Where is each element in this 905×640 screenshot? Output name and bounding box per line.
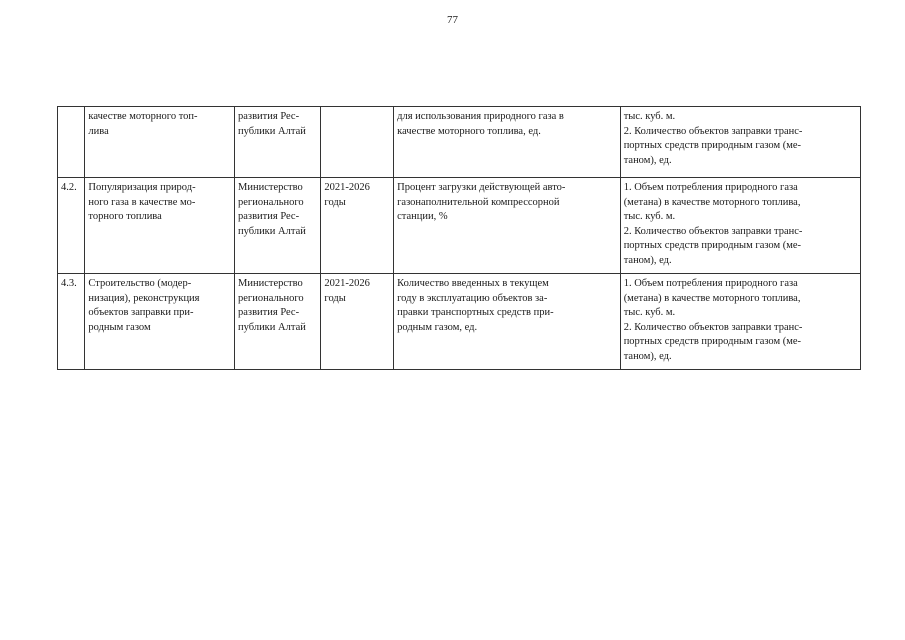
cell-line: регионального xyxy=(238,196,304,208)
cell-measure-name xyxy=(85,178,235,274)
cell-line: тыс. куб. м. xyxy=(623,211,676,222)
cell-line: портных средств природным газом (ме- xyxy=(623,240,802,251)
cell-result xyxy=(620,274,860,370)
cell-line: публики Алтай xyxy=(238,321,306,333)
cell-line: объектов заправки при- xyxy=(88,307,194,318)
cell-indicator xyxy=(394,107,621,178)
cell-line: таном), ед. xyxy=(623,154,672,166)
cell-line: 1. Объем потребления природного газа xyxy=(623,182,798,193)
cell-line: 2. Количество объектов заправки транс- xyxy=(623,125,803,137)
cell-line: 2. Количество объектов заправки транс- xyxy=(623,321,803,333)
cell-term xyxy=(321,178,394,274)
cell-measure-name xyxy=(85,107,235,178)
cell-line: качестве моторного топ- xyxy=(88,111,198,122)
cell-number: 4.2. xyxy=(58,178,85,274)
cell-line: торного топлива xyxy=(88,211,162,222)
cell-line: развития Рес- xyxy=(238,307,300,318)
cell-line: (метана) в качестве моторного топлива, xyxy=(623,292,801,304)
cell-line: станции, % xyxy=(397,211,448,222)
cell-line: 2021-2026 xyxy=(324,182,370,193)
cell-line: родным газом, ед. xyxy=(397,321,478,333)
cell-line: годы xyxy=(324,292,346,304)
cell-term xyxy=(321,107,394,178)
cell-number xyxy=(58,107,85,178)
cell-line: Популяризация природ- xyxy=(88,182,196,193)
cell-executor xyxy=(235,107,321,178)
cell-executor xyxy=(235,274,321,370)
table-body xyxy=(58,107,861,370)
cell-indicator xyxy=(394,178,621,274)
cell-line: (метана) в качестве моторного топлива, xyxy=(623,196,801,208)
cell-line: 2. Количество объектов заправки транс- xyxy=(623,225,803,237)
table-row xyxy=(58,274,861,370)
cell-line: развития Рес- xyxy=(238,211,300,222)
cell-line: правки транспортных средств при- xyxy=(397,307,554,318)
cell-line: 2021-2026 xyxy=(324,278,370,289)
cell-line: Процент загрузки действующей авто- xyxy=(397,182,566,193)
cell-line: годы xyxy=(324,196,346,208)
cell-line: для использования природного газа в xyxy=(397,111,564,122)
table-row xyxy=(58,178,861,274)
cell-line: тыс. куб. м. xyxy=(623,307,676,318)
cell-line: году в эксплуатацию объектов за- xyxy=(397,292,548,304)
cell-result xyxy=(620,178,860,274)
cell-executor xyxy=(235,178,321,274)
cell-line: Министерство xyxy=(238,182,303,193)
cell-line: публики Алтай xyxy=(238,125,306,137)
cell-line: качестве моторного топлива, ед. xyxy=(397,125,541,137)
cell-line: Количество введенных в текущем xyxy=(397,278,549,289)
cell-line: низация), реконструкция xyxy=(88,292,200,304)
cell-number: 4.3. xyxy=(58,274,85,370)
measures-table xyxy=(57,106,861,370)
cell-line: ного газа в качестве мо- xyxy=(88,196,196,208)
cell-line: портных средств природным газом (ме- xyxy=(623,140,802,151)
cell-line: Министерство xyxy=(238,278,303,289)
cell-line: публики Алтай xyxy=(238,225,306,237)
cell-line: 1. Объем потребления природного газа xyxy=(623,278,798,289)
cell-line: таном), ед. xyxy=(623,254,672,266)
cell-line: Строительство (модер- xyxy=(88,278,192,289)
cell-line: родным газом xyxy=(88,321,151,333)
page-number: 77 xyxy=(447,14,458,26)
cell-line: развития Рес- xyxy=(238,111,300,122)
cell-line: тыс. куб. м. xyxy=(623,111,676,122)
cell-line: регионального xyxy=(238,292,304,304)
cell-line: лива xyxy=(88,125,109,137)
cell-line: портных средств природным газом (ме- xyxy=(623,336,802,347)
cell-term xyxy=(321,274,394,370)
cell-line: таном), ед. xyxy=(623,350,672,362)
cell-result xyxy=(620,107,860,178)
cell-measure-name xyxy=(85,274,235,370)
cell-line: газонаполнительной компрессорной xyxy=(397,196,560,208)
table-row xyxy=(58,107,861,178)
cell-indicator xyxy=(394,274,621,370)
